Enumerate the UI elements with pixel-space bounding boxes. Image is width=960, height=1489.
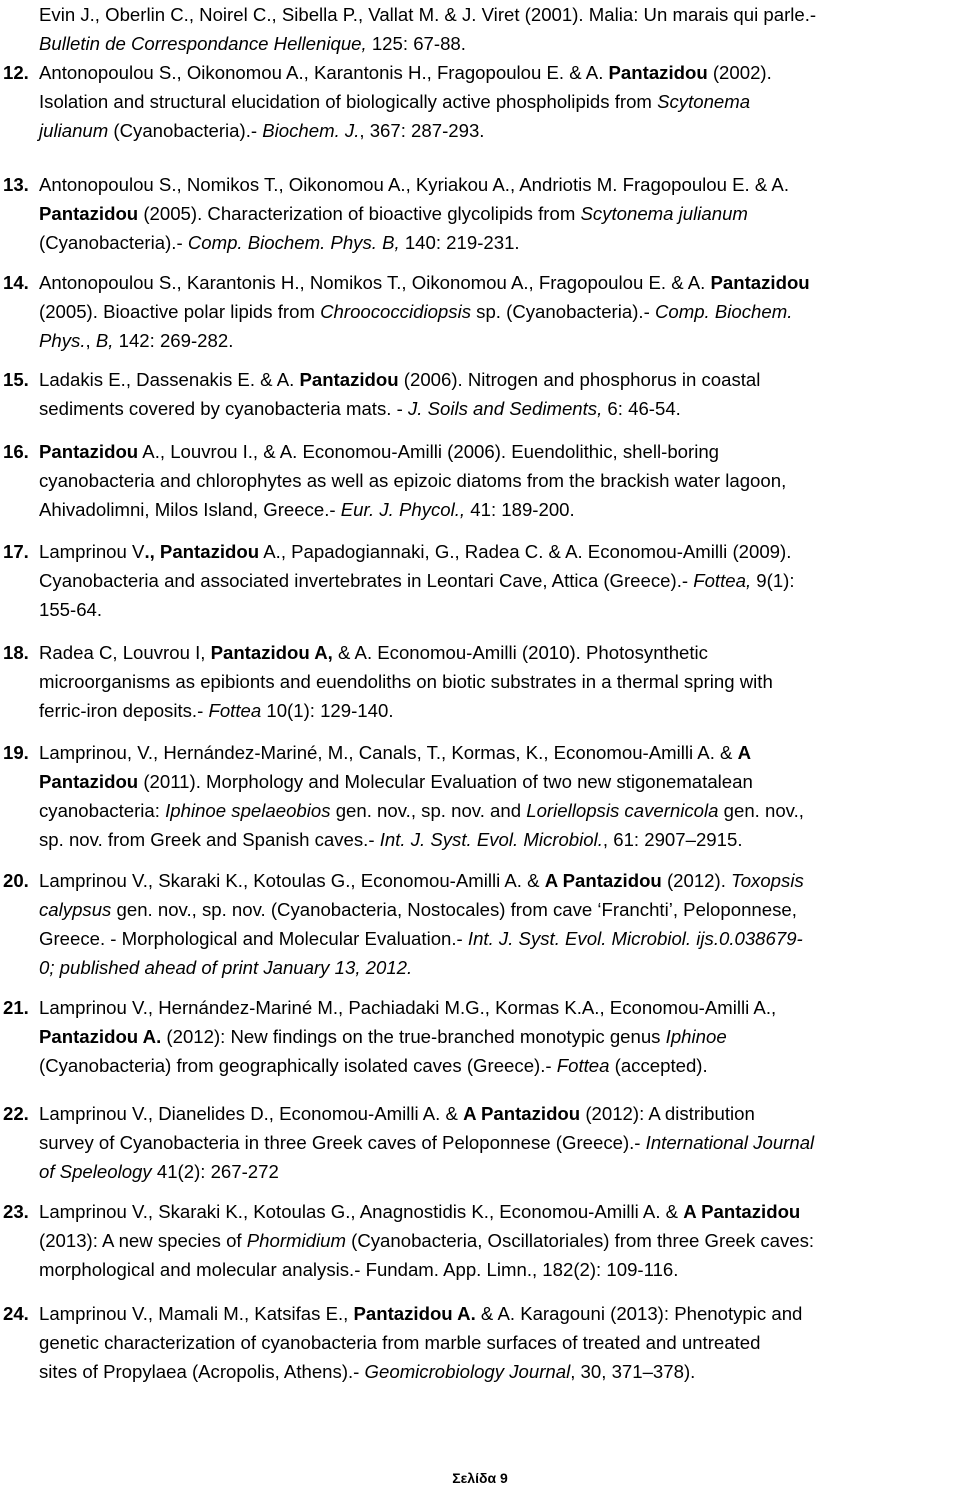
reference-number: 23.	[3, 1201, 29, 1222]
reference-segment: Greece. - Morphological and Molecular Evaluation.-	[39, 928, 468, 949]
reference-number: 20.	[3, 870, 29, 891]
reference-line	[39, 924, 958, 953]
reference-line	[39, 738, 958, 767]
author-highlight: Pantazidou	[608, 62, 708, 83]
italic-text: Loriellopsis cavernicola	[526, 800, 719, 821]
reference-segment: (2012): A distribution	[580, 1103, 755, 1124]
italic-text: Biochem. J.	[262, 120, 360, 141]
author-highlight: Pantazidou	[39, 771, 139, 792]
reference-segment: A., Louvrou I., & A. Economou-Amilli (2006). Euendolithic, shell-boring	[138, 441, 720, 462]
italic-text: Phormidium	[246, 1230, 346, 1251]
reference-segment: (2006). Nitrogen and phosphorus in coastal	[398, 369, 761, 390]
reference-line	[39, 1328, 958, 1357]
reference-line	[39, 866, 958, 895]
reference-segment: Isolation and structural elucidation of biologically active phospholipids from	[39, 91, 658, 112]
reference-line	[39, 365, 958, 394]
reference-line	[39, 1226, 958, 1255]
reference-line	[39, 1128, 958, 1157]
reference-line	[39, 228, 958, 257]
reference-number: 14.	[3, 272, 29, 293]
italic-text: International Journal	[645, 1132, 815, 1153]
reference-segment: (2005). Bioactive polar lipids from	[39, 301, 321, 322]
reference-segment: (Cyanobacteria) from geographically isolated caves (Greece).-	[39, 1055, 557, 1076]
reference-line	[39, 1299, 958, 1328]
reference-segment: gen. nov.,	[718, 800, 804, 821]
reference-number: 22.	[3, 1103, 29, 1124]
reference-segment: genetic characterization of cyanobacteria from marble surfaces of treated and untreated	[39, 1332, 761, 1353]
reference-segment: Lamprinou V., Skaraki K., Kotoulas G., Economou-Amilli A. &	[39, 870, 545, 891]
reference-segment: 125: 67-88.	[366, 33, 466, 54]
reference-segment: sediments covered by cyanobacteria mats. -	[39, 398, 408, 419]
reference-segment: 140: 219-231.	[399, 232, 520, 253]
reference-number: 21.	[3, 997, 29, 1018]
reference-line	[39, 116, 958, 145]
italic-text: Iphinoe spelaeobios	[165, 800, 331, 821]
reference-line	[39, 437, 958, 466]
italic-text: Scytonema julianum	[580, 203, 748, 224]
reference-number: 16.	[3, 441, 29, 462]
reference-segment: 155-64.	[39, 599, 103, 620]
reference-text	[39, 365, 958, 423]
reference-segment: survey of Cyanobacteria in three Greek caves of Peloponnese (Greece).-	[39, 1132, 646, 1153]
reference-segment: Ladakis E., Dassenakis E. & A.	[39, 369, 300, 390]
reference-text	[39, 437, 958, 524]
reference-segment: 6: 46-54.	[602, 398, 681, 419]
reference-segment: (2013): A new species of	[39, 1230, 247, 1251]
reference-text	[39, 1299, 958, 1386]
reference-line	[39, 58, 958, 87]
reference-number: 18.	[3, 642, 29, 663]
italic-text: Scytonema	[657, 91, 751, 112]
reference-line	[39, 953, 958, 982]
italic-text: of Speleology	[39, 1161, 152, 1182]
reference-line	[39, 1255, 958, 1284]
reference-segment: sp. (Cyanobacteria).-	[471, 301, 655, 322]
reference-number: 13.	[3, 174, 29, 195]
reference-line	[39, 1022, 958, 1051]
reference-segment: 41(2): 267-272	[151, 1161, 279, 1182]
italic-text: Phys.	[39, 330, 86, 351]
italic-text: Bulletin de Correspondance Hellenique,	[39, 33, 367, 54]
reference-line	[39, 170, 958, 199]
reference-segment: Lamprinou V., Dianelides D., Economou-Amilli A. &	[39, 1103, 464, 1124]
italic-text: Fottea	[556, 1055, 610, 1076]
author-highlight: Pantazidou A.	[39, 1026, 162, 1047]
italic-text: B,	[95, 330, 114, 351]
reference-segment: (Cyanobacteria).-	[39, 232, 188, 253]
reference-line	[39, 595, 958, 624]
reference-segment: (Cyanobacteria).-	[108, 120, 263, 141]
reference-segment: ,	[85, 330, 96, 351]
italic-text: Comp. Biochem.	[654, 301, 793, 322]
reference-segment: 142: 269-282.	[113, 330, 234, 351]
reference-text	[39, 268, 958, 355]
reference-line	[39, 297, 958, 326]
reference-segment: Ahivadolimni, Milos Island, Greece.-	[39, 499, 341, 520]
reference-segment: Antonopoulou S., Oikonomou A., Karantonis H., Fragopoulou E. & A.	[39, 62, 609, 83]
author-highlight: Pantazidou A,	[210, 642, 333, 663]
reference-number: 19.	[3, 742, 29, 763]
reference-line	[39, 895, 958, 924]
author-highlight: Pantazidou	[39, 441, 139, 462]
reference-number: 17.	[3, 541, 29, 562]
author-highlight: A Pantazidou	[683, 1201, 801, 1222]
italic-text: Chroococcidiopsis	[320, 301, 471, 322]
reference-line	[39, 326, 958, 355]
reference-text	[39, 993, 958, 1080]
reference-line	[39, 29, 958, 58]
reference-segment: ferric-iron deposits.-	[39, 700, 209, 721]
italic-text: Fottea,	[693, 570, 752, 591]
reference-number: 12.	[3, 62, 29, 83]
reference-segment: 10(1): 129-140.	[261, 700, 394, 721]
reference-segment: Lamprinou V., Mamali M., Katsifas E.,	[39, 1303, 354, 1324]
reference-text	[39, 738, 958, 854]
author-highlight: ., Pantazidou	[144, 541, 260, 562]
author-highlight: A	[737, 742, 752, 763]
reference-segment: cyanobacteria:	[39, 800, 166, 821]
reference-segment: (2011). Morphology and Molecular Evaluation of two new stigonematalean	[138, 771, 753, 792]
reference-line	[39, 199, 958, 228]
reference-line	[39, 566, 958, 595]
reference-line	[39, 993, 958, 1022]
reference-segment: morphological and molecular analysis.- Fundam. App. Limn., 182(2): 109-116.	[39, 1259, 679, 1280]
reference-line	[39, 1099, 958, 1128]
italic-text: Toxopsis	[731, 870, 804, 891]
reference-segment: (2002).	[707, 62, 772, 83]
reference-segment: cyanobacteria and chlorophytes as well as epizoic diatoms from the brackish water lagoon,	[39, 470, 787, 491]
reference-segment: sites of Propylaea (Acropolis, Athens).-	[39, 1361, 365, 1382]
reference-number: 24.	[3, 1303, 29, 1324]
reference-line	[39, 667, 958, 696]
reference-line	[39, 767, 958, 796]
reference-segment: Lamprinou V	[39, 541, 145, 562]
reference-line	[39, 1357, 958, 1386]
reference-segment: 41: 189-200.	[465, 499, 575, 520]
italic-text: Iphinoe	[665, 1026, 727, 1047]
reference-segment: sp. nov. from Greek and Spanish caves.-	[39, 829, 380, 850]
author-highlight: Pantazidou	[710, 272, 810, 293]
reference-line	[39, 638, 958, 667]
italic-text: Comp. Biochem. Phys. B,	[187, 232, 400, 253]
reference-text	[39, 58, 958, 145]
reference-segment: Lamprinou V., Hernández-Mariné M., Pachiadaki M.G., Kormas K.A., Economou-Amilli A.,	[39, 997, 777, 1018]
italic-text: Fottea	[208, 700, 262, 721]
reference-text	[39, 866, 958, 982]
author-highlight: A Pantazidou	[463, 1103, 581, 1124]
author-highlight: Pantazidou	[39, 203, 139, 224]
reference-segment: Antonopoulou S., Karantonis H., Nomikos T., Oikonomou A., Fragopoulou E. & A.	[39, 272, 711, 293]
reference-line	[39, 825, 958, 854]
reference-text	[39, 1099, 958, 1186]
reference-segment: & A. Karagouni (2013): Phenotypic and	[475, 1303, 803, 1324]
page-number-label: Σελίδα 9	[452, 1470, 508, 1486]
reference-text	[39, 0, 958, 58]
italic-text: 0; published ahead of print January 13, 2012.	[39, 957, 413, 978]
reference-segment: A., Papadogiannaki, G., Radea C. & A. Economou-Amilli (2009).	[259, 541, 792, 562]
reference-segment: (2012): New findings on the true-branched monotypic genus	[161, 1026, 666, 1047]
reference-text	[39, 1197, 958, 1284]
italic-text: julianum	[39, 120, 109, 141]
reference-segment: (2005). Characterization of bioactive glycolipids from	[138, 203, 581, 224]
reference-line	[39, 1197, 958, 1226]
reference-segment: , 61: 2907–2915.	[602, 829, 743, 850]
reference-text	[39, 170, 958, 257]
reference-line	[39, 0, 958, 29]
reference-segment: 9(1):	[751, 570, 795, 591]
reference-segment: (Cyanobacteria, Oscillatoriales) from three Greek caves:	[345, 1230, 815, 1251]
reference-line	[39, 466, 958, 495]
reference-line	[39, 394, 958, 423]
italic-text: Int. J. Syst. Evol. Microbiol. ijs.0.038679-	[467, 928, 803, 949]
reference-segment: & A. Economou-Amilli (2010). Photosynthetic	[332, 642, 708, 663]
reference-segment: Antonopoulou S., Nomikos T., Oikonomou A., Kyriakou A., Andriotis M. Fragopoulou E. & A.	[39, 174, 790, 195]
reference-segment: Lamprinou V., Skaraki K., Kotoulas G., Anagnostidis K., Economou-Amilli A. &	[39, 1201, 684, 1222]
reference-segment: , 367: 287-293.	[359, 120, 485, 141]
reference-segment: microorganisms as epibionts and euendoliths on biotic substrates in a thermal spring with	[39, 671, 773, 692]
reference-text	[39, 537, 958, 624]
reference-segment: (2012).	[661, 870, 732, 891]
italic-text: Geomicrobiology Journal	[364, 1361, 571, 1382]
reference-line	[39, 268, 958, 297]
reference-segment: Radea C, Louvrou I,	[39, 642, 211, 663]
italic-text: J. Soils and Sediments,	[407, 398, 603, 419]
reference-segment: gen. nov., sp. nov. and	[330, 800, 527, 821]
reference-line	[39, 537, 958, 566]
reference-segment: Evin J., Oberlin C., Noirel C., Sibella P., Vallat M. & J. Viret (2001). Malia: Un marais qui parle.-	[39, 4, 817, 25]
reference-text	[39, 638, 958, 725]
reference-line	[39, 495, 958, 524]
reference-segment: (accepted).	[609, 1055, 708, 1076]
reference-segment: Cyanobacteria and associated invertebrates in Leontari Cave, Attica (Greece).-	[39, 570, 694, 591]
reference-line	[39, 696, 958, 725]
reference-line	[39, 796, 958, 825]
italic-text: Eur. J. Phycol.,	[340, 499, 466, 520]
reference-segment: , 30, 371–378).	[570, 1361, 696, 1382]
author-highlight: A Pantazidou	[544, 870, 662, 891]
reference-number: 15.	[3, 369, 29, 390]
author-highlight: Pantazidou	[299, 369, 399, 390]
reference-segment: gen. nov., sp. nov. (Cyanobacteria, Nostocales) from cave ‘Franchti’, Peloponnese,	[111, 899, 797, 920]
author-highlight: Pantazidou A.	[353, 1303, 476, 1324]
page-footer	[0, 1468, 960, 1488]
reference-line	[39, 1157, 958, 1186]
reference-line	[39, 87, 958, 116]
reference-segment: Lamprinou, V., Hernández-Mariné, M., Canals, T., Kormas, K., Economou-Amilli A. &	[39, 742, 738, 763]
reference-line	[39, 1051, 958, 1080]
italic-text: Int. J. Syst. Evol. Microbiol.	[379, 829, 603, 850]
italic-text: calypsus	[39, 899, 112, 920]
